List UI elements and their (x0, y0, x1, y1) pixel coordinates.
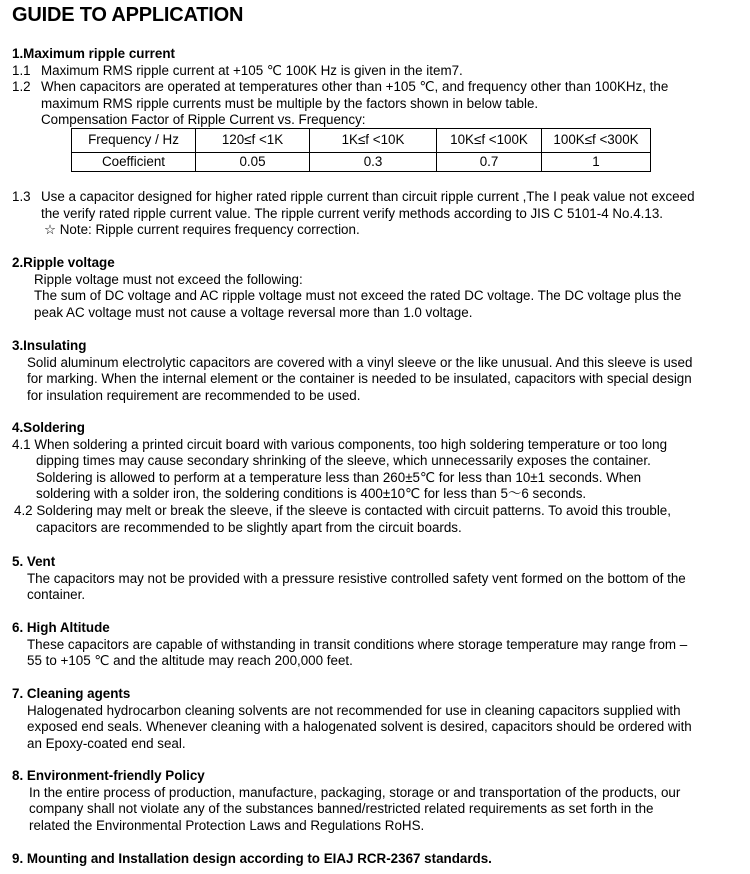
item-text: Maximum RMS ripple current at +105 ℃ 100K Hz is given in the item7. (41, 62, 463, 78)
section-title: 5. Vent (12, 554, 56, 569)
table-header-cell: 1K≤f <10K (310, 129, 437, 153)
section-title: 8. Environment-friendly Policy (12, 768, 205, 783)
table-cell: Coefficient (72, 153, 196, 172)
section-environment-policy (12, 768, 740, 834)
item-text: capacitors are recommended to be slightly apart from the circuit boards. (36, 519, 462, 535)
item-text: dipping times may cause secondary shrinking of the sleeve, which unnecessarily exposes the container. (36, 453, 651, 469)
page-title: GUIDE TO APPLICATION (12, 4, 244, 26)
section-title: 3.Insulating (12, 338, 87, 353)
table-header-cell: 120≤f <1K (196, 129, 310, 153)
section-ripple-voltage (12, 255, 740, 321)
body-text: Ripple voltage must not exceed the following: (34, 271, 303, 287)
item-text: maximum RMS ripple currents must be multiple by the factors shown in below table. (41, 95, 539, 111)
body-text: Halogenated hydrocarbon cleaning solvents are not recommended for use in cleaning capacitors supplied with (27, 702, 681, 718)
body-text: These capacitors are capable of withstanding in transit conditions where storage temperature may range from – (27, 636, 688, 652)
item-text: soldering with a solder iron, the soldering conditions is 400±10℃ for less than 5～6 seconds. (36, 486, 587, 502)
item-text: Use a capacitor designed for higher rated ripple current than circuit ripple current ,The I peak value not exceed (41, 189, 695, 204)
body-text: The capacitors may not be provided with a pressure resistive controlled safety vent formed on the bottom of the (27, 570, 686, 586)
section-cleaning-agents (12, 686, 740, 752)
section-title: 6. High Altitude (12, 620, 110, 635)
section-title: 2.Ripple voltage (12, 255, 115, 270)
section-vent (12, 554, 740, 604)
section-soldering (12, 420, 740, 536)
table-cell: 1 (542, 153, 651, 172)
body-text: for marking. When the internal element or the container is needed to be insulated, capacitors with special design (27, 371, 692, 387)
table-header-cell: 10K≤f <100K (437, 129, 542, 153)
item-number: 1.3 (12, 189, 31, 204)
section-high-altitude (12, 620, 740, 670)
item-number: 1.1 (12, 62, 31, 78)
item-text: When capacitors are operated at temperatures other than +105 ℃, and frequency other than 100KHz, the (41, 79, 669, 95)
section-title: 4.Soldering (12, 420, 85, 435)
item-text: 4.2 Soldering may melt or break the sleeve, if the sleeve is contacted with circuit patterns. To avoid this trouble, (14, 502, 671, 518)
body-text: In the entire process of production, manufacture, packaging, storage or and transportation of the products, our (29, 784, 681, 800)
section-mounting (12, 851, 740, 868)
item-text: 4.1 When soldering a printed circuit board with various components, too high soldering temperature or too long (12, 436, 668, 452)
body-text: for insulation requirement are recommended to be used. (27, 387, 361, 403)
table-cell: 0.05 (196, 153, 310, 172)
item-text: Soldering is allowed to perform at a temperature less than 260±5℃ for less than 10±1 seconds. When (36, 469, 642, 485)
compensation-factor-table (71, 128, 651, 172)
table-header-cell: Frequency / Hz (72, 129, 196, 153)
section-insulating (12, 338, 740, 404)
table-header-cell: 100K≤f <300K (542, 129, 651, 153)
body-text: related the Environmental Protection Laws and Regulations RoHS. (29, 817, 425, 833)
table-cell: 0.3 (310, 153, 437, 172)
body-text: Solid aluminum electrolytic capacitors are covered with a vinyl sleeve or the like unusual. And this sleeve is used (27, 354, 693, 370)
body-text: The sum of DC voltage and AC ripple voltage must not exceed the rated DC voltage. The DC voltage plus the (34, 288, 682, 304)
table-caption: Compensation Factor of Ripple Current vs. Frequency: (41, 112, 366, 128)
section-title: 9. Mounting and Installation design according to EIAJ RCR-2367 standards. (12, 851, 492, 866)
note-text: ☆ Note: Ripple current requires frequency correction. (44, 222, 360, 238)
body-text: 55 to +105 ℃ and the altitude may reach 200,000 feet. (27, 653, 353, 669)
section-ripple-current-continued (12, 189, 740, 239)
body-text: an Epoxy-coated end seal. (27, 735, 186, 751)
table-cell: 0.7 (437, 153, 542, 172)
section-title: 7. Cleaning agents (12, 686, 131, 701)
section-ripple-current (12, 46, 740, 129)
body-text: exposed end seals. Whenever cleaning with a halogenated solvent is desired, capacitors should be ordered with (27, 719, 692, 735)
item-text: the verify rated ripple current value. The ripple current verify methods according to JIS C 5101-4 No.4.13. (41, 205, 663, 221)
body-text: peak AC voltage must not cause a voltage reversal more than 1.0 voltage. (34, 304, 473, 320)
section-title: 1.Maximum ripple current (12, 46, 175, 61)
item-number: 1.2 (12, 79, 31, 95)
body-text: container. (27, 587, 86, 603)
body-text: company shall not violate any of the substances banned/restricted related requirements as set forth in the (29, 801, 654, 817)
